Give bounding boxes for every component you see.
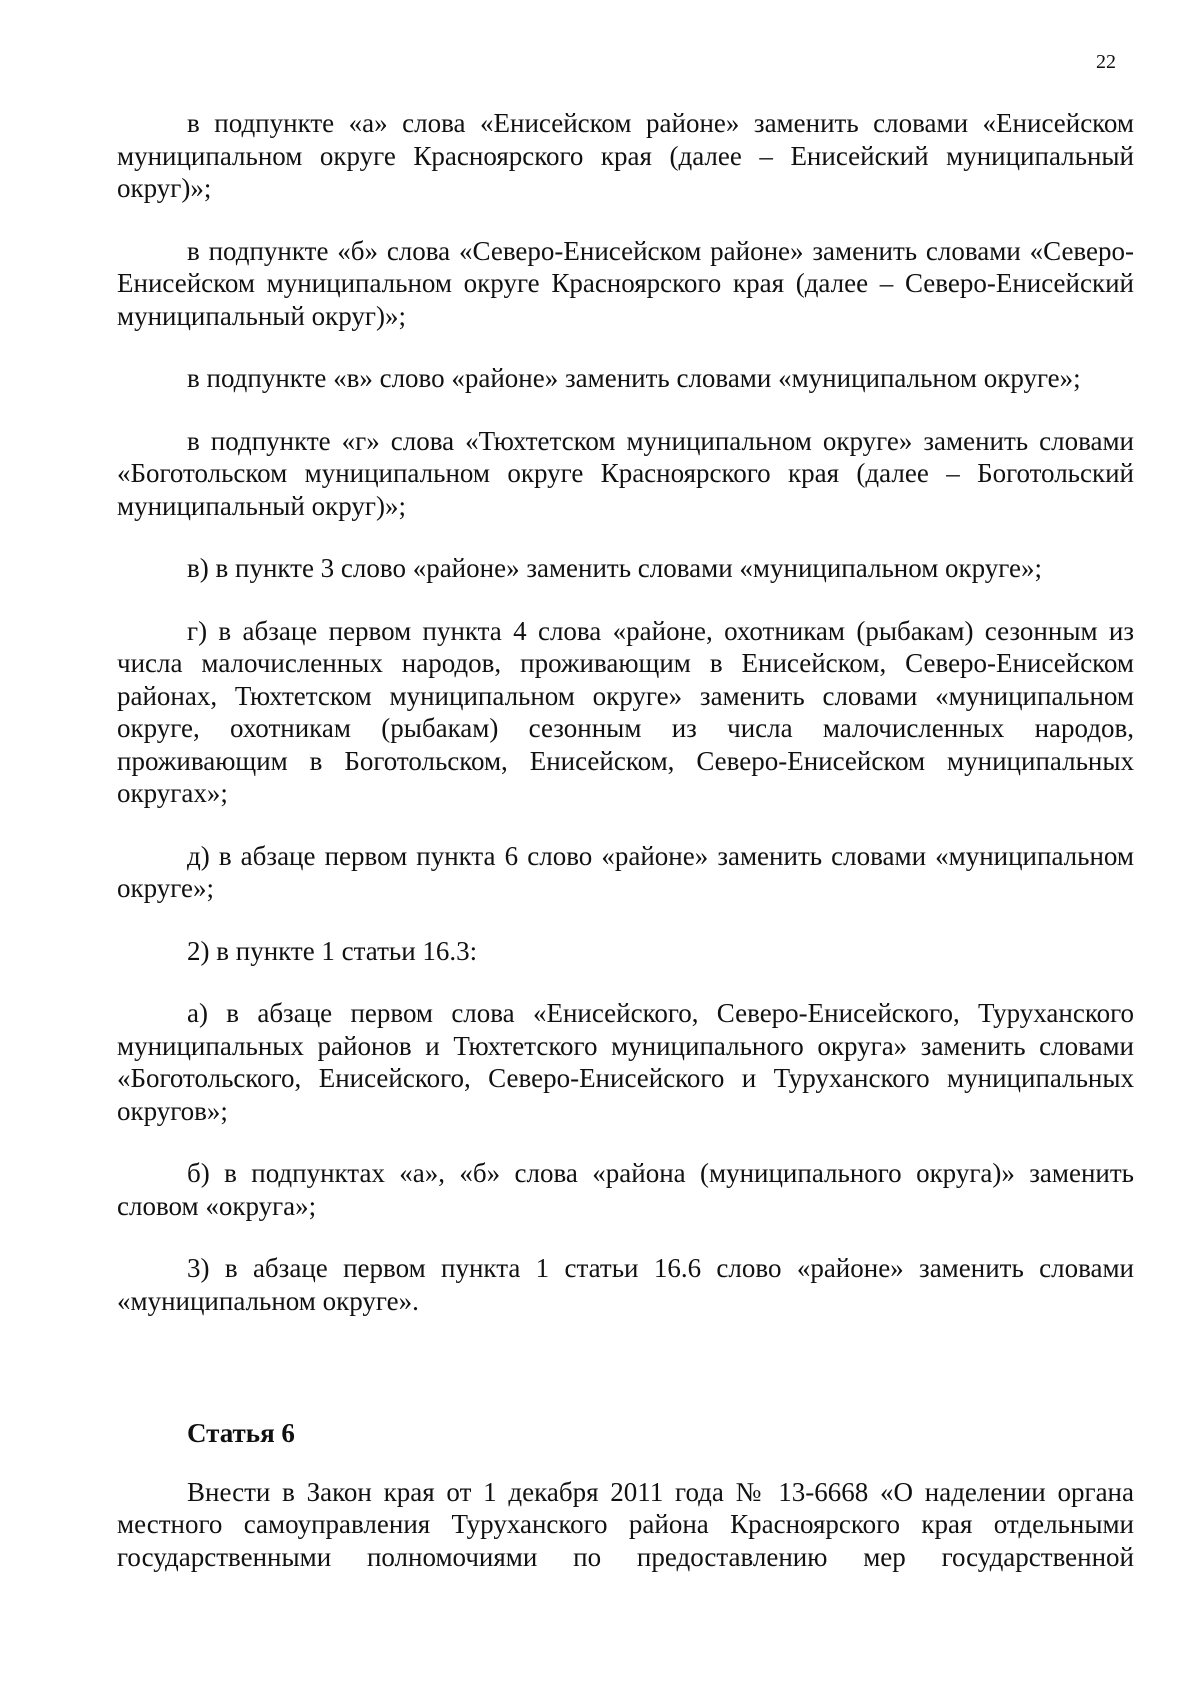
article-paragraph: Внести в Закон края от 1 декабря 2011 года № 13-6668 «О наделении органа местного самоуправления Туруханского района Красноярского края отдельными государственными полномочиями по предоставлению мер государственной — [117, 1476, 1134, 1572]
paragraph-point-3: 3) в абзаце первом пункта 1 статьи 16.6 слово «районе» заменить словами «муниципальном округе». — [117, 1253, 1134, 1316]
paragraph-item-g: г) в абзаце первом пункта 4 слова «районе, охотникам (рыбакам) сезонным из числа малочисленных народов, проживающим в Енисейском, Северо-Енисейском районах, Тюхтетском муниципальном округе» заменить словами «муниципальном округе, охотникам (рыбакам) сезонным из числа малочисленных народов, проживающим в Боготольском, Енисейском, Северо-Енисейском муниципальных округах»; — [117, 615, 1134, 808]
paragraph-subitem-a: в подпункте «а» слова «Енисейском районе» заменить словами «Енисейском муниципальном округе Красноярского края (далее – Енисейский муниципальный округ)»; — [117, 108, 1134, 203]
article-heading: Статья 6 — [187, 1418, 295, 1448]
paragraph-point-2-b: б) в подпунктах «а», «б» слова «района (муниципального округа)» заменить словом «округа»; — [117, 1158, 1134, 1221]
paragraph-point-2: 2) в пункте 1 статьи 16.3: — [187, 935, 478, 966]
page-number: 22 — [1096, 51, 1116, 73]
paragraph-point-2-a: а) в абзаце первом слова «Енисейского, Северо-Енисейского, Туруханского муниципальных районов и Тюхтетского муниципального округа» заменить словами «Боготольского, Енисейского, Северо-Енисейского и Туруханского муниципальных округов»; — [117, 998, 1134, 1126]
paragraph-subitem-g: в подпункте «г» слова «Тюхтетском муниципальном округе» заменить словами «Боготольском муниципальном округе Красноярского края (далее – Боготольский муниципальный округ)»; — [117, 425, 1134, 521]
paragraph-subitem-b: в подпункте «б» слова «Северо-Енисейском районе» заменить словами «Северо-Енисейском муниципальном округе Красноярского края (далее – Северо-Енисейский муниципальный округ)»; — [117, 235, 1134, 331]
paragraph-subitem-v: в подпункте «в» слово «районе» заменить словами «муниципальном округе»; — [187, 363, 1081, 393]
paragraph-item-v: в) в пункте 3 слово «районе» заменить словами «муниципальном округе»; — [187, 553, 1042, 583]
document-body — [117, 107, 1134, 1573]
paragraph-item-d: д) в абзаце первом пункта 6 слово «районе» заменить словами «муниципальном округе»; — [117, 840, 1134, 903]
